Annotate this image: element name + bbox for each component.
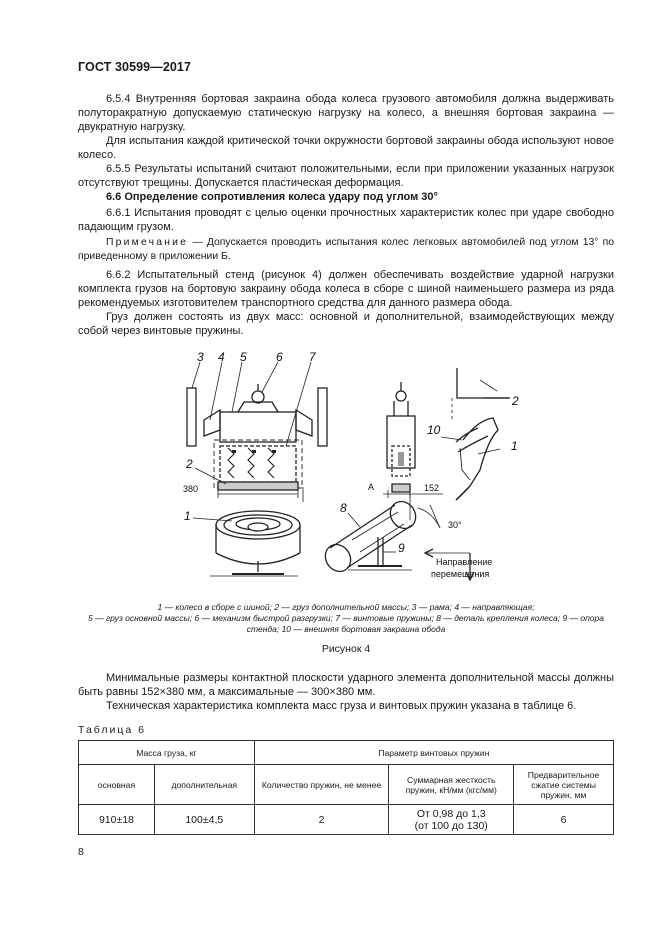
label-5: 5 bbox=[240, 350, 247, 364]
direction-label-line1: Направление bbox=[436, 557, 493, 567]
page-number: 8 bbox=[78, 846, 84, 858]
cell-stiffness bbox=[389, 805, 514, 835]
table-6 bbox=[78, 740, 614, 835]
dim-a: A bbox=[368, 482, 375, 492]
label-10: 10 bbox=[427, 423, 441, 437]
paragraph-6-6-3: Груз должен состоять из двух масс: основной и дополнительной, взаимодействующих между собой через винтовые пружины. bbox=[78, 311, 614, 337]
label-4: 4 bbox=[218, 350, 225, 364]
label-3: 3 bbox=[197, 350, 204, 364]
header-precompression: Предварительное сжатие системы пружин, мм bbox=[514, 765, 614, 805]
note-text: — Допускается проводить испытания колес легковых автомобилей под углом 13° по приведенному в приложении Б. bbox=[78, 237, 614, 262]
label-7: 7 bbox=[309, 350, 316, 364]
table-row bbox=[79, 805, 614, 835]
paragraph-6-5-4: 6.5.4 Внутренняя бортовая закраина обода колеса грузового автомобиля должна выдерживать полуторакратную допускаемую статическую нагрузку на колесо, а внешняя бортовая закраина — двукратную нагрузку. bbox=[78, 93, 614, 133]
paragraph-6-5-4-b: Для испытания каждой критической точки окружности бортовой закраины обода используют новое колесо. bbox=[78, 135, 614, 161]
table-header-row-2 bbox=[79, 765, 614, 805]
table-header-row-1 bbox=[79, 741, 614, 765]
paragraph-6-6-2: 6.6.2 Испытательный стенд (рисунок 4) должен обеспечивать воздействие ударной нагрузки комплекта грузов на бортовую закраину обода колеса в сборе с шиной наименьшего размера из ряда рекомендуемых изготовителем транспортного средства для данного размера обода. bbox=[78, 269, 614, 309]
table-title: Таблица 6 bbox=[78, 724, 146, 736]
frame-post-left bbox=[187, 388, 196, 446]
label-8: 8 bbox=[340, 501, 347, 515]
label-6: 6 bbox=[276, 350, 283, 364]
cell-stiffness-line1: От 0,98 до 1,3 bbox=[416, 807, 486, 820]
header-spring-count: Количество пружин, не менее bbox=[254, 765, 389, 805]
label-1-left: 1 bbox=[184, 509, 191, 523]
label-2-left: 2 bbox=[186, 457, 193, 471]
dim-380: 380 bbox=[183, 484, 199, 494]
note-label: Примечание bbox=[106, 237, 189, 248]
cell-spring-count: 2 bbox=[254, 805, 389, 835]
paragraph-6-6-1: 6.6.1 Испытания проводят с целью оценки прочностных характеристик колес при ударе свободно падающим грузом. bbox=[78, 207, 614, 233]
label-2-right: 2 bbox=[512, 394, 519, 408]
section-heading-6-6: 6.6 Определение сопротивления колеса удару под углом 30° bbox=[106, 191, 438, 203]
cell-stiffness-line2: (от 100 до 130) bbox=[414, 819, 488, 832]
figure-caption-line-3: стенда; 10 — внешняя бортовая закраина обода bbox=[246, 624, 446, 634]
paragraph-min-sizes: Минимальные размеры контактной плоскости ударного элемента дополнительной массы должны быть равны 152×380 мм, а максимальные — 300×380 мм. bbox=[78, 672, 614, 698]
figure-caption-line-1: 1 — колесо в сборе с шиной; 2 — груз дополнительной массы; 3 — рама; 4 — направляющая; bbox=[157, 602, 535, 612]
figure-title: Рисунок 4 bbox=[321, 643, 371, 655]
paragraph-6-5-5: 6.5.5 Результаты испытаний считают положительными, если при приложении указанных нагрузок отсутствуют трещины. Допускается пластическая деформация. bbox=[78, 163, 614, 189]
label-1-right: 1 bbox=[511, 439, 518, 453]
document-header: ГОСТ 30599—2017 bbox=[78, 60, 192, 74]
figure-caption-line-2: 5 — груз основной массы; 6 — механизм быстрой разгрузки; 7 — винтовые пружины; 8 — деталь крепления колеса; 9 — опора bbox=[88, 613, 604, 623]
cell-main: 910±18 bbox=[79, 805, 155, 835]
header-spring-params: Параметр винтовых пружин bbox=[254, 741, 613, 765]
dim-152: 152 bbox=[424, 483, 440, 493]
direction-label-line2: перемещения bbox=[431, 569, 490, 579]
cell-additional: 100±4,5 bbox=[154, 805, 254, 835]
label-9: 9 bbox=[398, 541, 405, 555]
angle-30: 30° bbox=[448, 520, 462, 530]
frame-post-right bbox=[318, 388, 327, 446]
header-main: основная bbox=[79, 765, 155, 805]
header-mass: Масса груза, кг bbox=[79, 741, 255, 765]
paragraph-tech-spec: Техническая характеристика комплекта масс груза и винтовых пружин указана в таблице 6. bbox=[106, 700, 577, 712]
cell-precompression: 6 bbox=[514, 805, 614, 835]
header-additional: дополнительная bbox=[154, 765, 254, 805]
header-stiffness: Суммарная жесткость пружин, кН/мм (кгс/мм) bbox=[389, 765, 514, 805]
